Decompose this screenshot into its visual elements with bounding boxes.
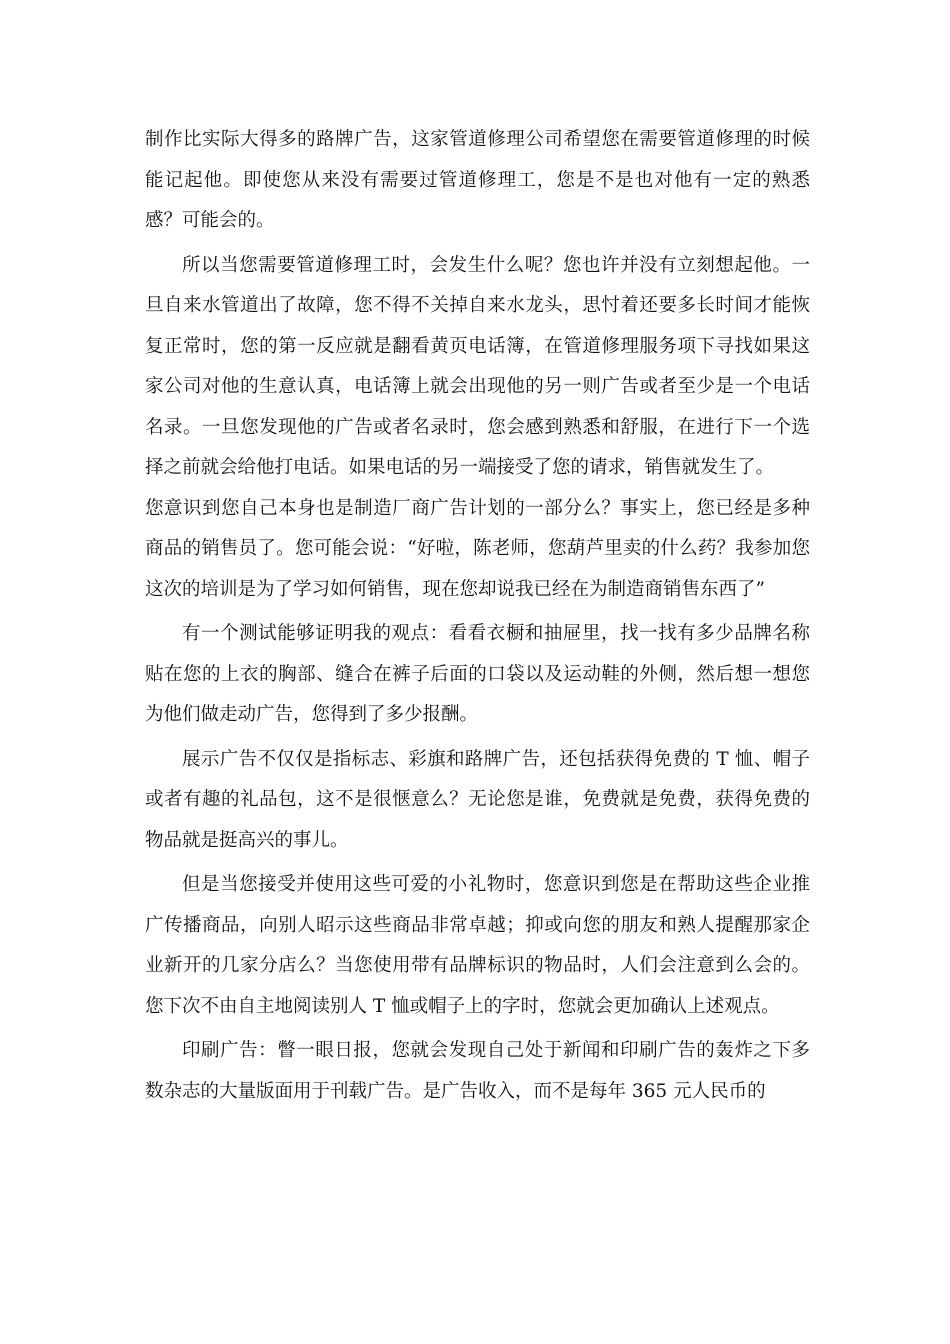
paragraph-7: 印刷广告：瞥一眼日报，您就会发现自己处于新闻和印刷广告的轰炸之下多数杂志的大量版面用于刊载广告。是广告收入，而不是每年 365 元人民币的 [145, 1040, 810, 1102]
paragraph-6: 但是当您接受并使用这些可爱的小礼物时，您意识到您是在帮助这些企业推广传播商品，向别人昭示这些商品非常卓越；抑或向您的朋友和熟人提醒那家企业新开的几家分店么？当您使用带有品牌标识的物品时，人们会注意到么会的。您下次不由自主地阅读别人 T 恤或帽子上的字时，您就会更加确认上述观点。 [145, 874, 810, 1017]
paragraph-2: 所以当您需要管道修理工时，会发生什么呢？您也许并没有立刻想起他。一旦自来水管道出了故障，您不得不关掉自来水龙头，思忖着还要多长时间才能恢复正常时，您的第一反应就是翻看黄页电话簿，在管道修理服务项下寻找如果这家公司对他的生意认真，电话簿上就会出现他的另一则广告或者至少是一个电话名录。一旦您发现他的广告或者名录时，您会感到熟悉和舒服，在进行下一个选择之前就会给他打电话。如果电话的另一端接受了您的请求，销售就发生了。 [145, 254, 810, 478]
paragraph-5: 展示广告不仅仅是指标志、彩旗和路牌广告，还包括获得免费的 T 恤、帽子或者有趣的礼品包，这不是很惬意么？无论您是谁，免费就是免费，获得免费的物品就是挺高兴的事儿。 [145, 748, 810, 851]
document-body [145, 120, 810, 1112]
paragraph-4: 有一个测试能够证明我的观点：看看衣橱和抽屉里，找一找有多少品牌名称贴在您的上衣的胸部、缝合在裤子后面的口袋以及运动鞋的外侧，然后想一想您为他们做走动广告，您得到了多少报酬。 [145, 623, 810, 725]
paragraph-3: 您意识到您自己本身也是制造厂商广告计划的一部分么？事实上，您已经是多种商品的销售员了。您可能会说：“好啦，陈老师，您葫芦里卖的什么药？我参加您这次的培训是为了学习如何销售，现在您却说我已经在为制造商销售东西了” [145, 497, 810, 600]
paragraph-1: 制作比实际大得多的路牌广告，这家管道修理公司希望您在需要管道修理的时候能记起他。即使您从来没有需要过管道修理工，您是不是也对他有一定的熟悉感？可能会的。 [145, 129, 810, 231]
